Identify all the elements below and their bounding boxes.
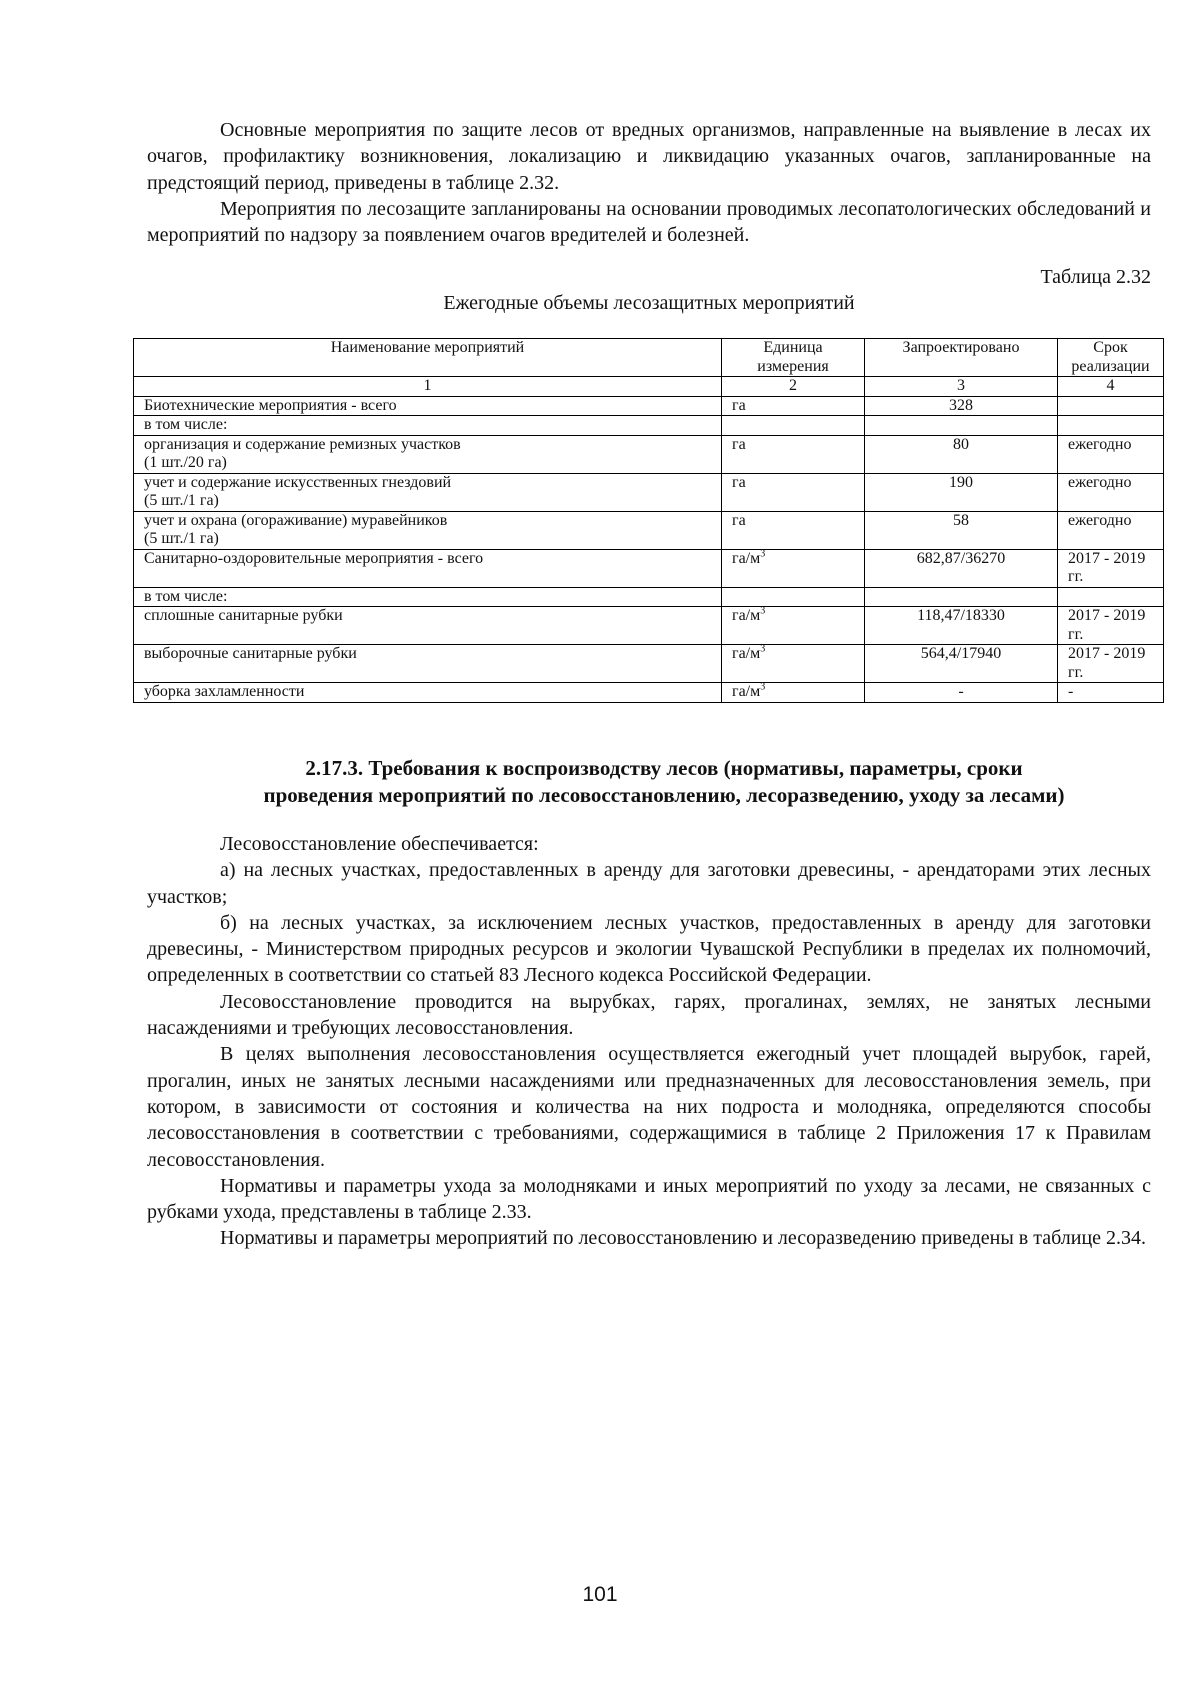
body-paragraph-3: б) на лесных участках, за исключением лесных участков, предоставленных в аренду для заготовки древесины, - Министерством природных ресурсов и экологии Чувашской Республики в пределах их полномочий, определенных в соответствии со статьей 83 Лесного кодекса Российской Федерации. [147, 911, 1151, 987]
table-row [134, 396, 1164, 416]
row-unit [722, 549, 865, 587]
row-term [1058, 587, 1164, 607]
row-unit [722, 645, 865, 683]
row-name: в том числе: [134, 416, 722, 436]
row-name-line-1: учет и содержание искусственных гнездовий [144, 473, 452, 491]
colnum-3: 3 [865, 377, 1058, 397]
table-row [134, 607, 1164, 645]
colnum-1: 1 [134, 377, 722, 397]
row-unit: га [722, 473, 865, 511]
table-row [134, 416, 1164, 436]
row-term: 2017 - 2019 гг. [1058, 607, 1164, 645]
intro-paragraph-2: Мероприятия по лесозащите запланированы на основании проводимых лесопатологических обследований и мероприятий по надзору за появлением очагов вредителей и болезней. [147, 197, 1151, 247]
row-term: ежегодно [1058, 473, 1164, 511]
row-value: 328 [865, 396, 1058, 416]
colnum-4: 4 [1058, 377, 1164, 397]
row-name: выборочные санитарные рубки [134, 645, 722, 683]
row-name [134, 511, 722, 549]
intro-paragraph-1: Основные мероприятия по защите лесов от вредных организмов, направленные на выявление в лесах их очагов, профилактику возникновения, локализацию и ликвидацию указанных очагов, запланированные на предстоящий период, приведены в таблице 2.32. [147, 119, 1151, 194]
row-name-line-2: (5 шт./1 га) [144, 492, 219, 510]
body-paragraph-4: Лесовосстановление проводится на вырубках, гарях, прогалинах, землях, не занятых лесными насаждениями и требующих лесовосстановления. [147, 990, 1151, 1040]
table-number: Таблица 2.32 [1040, 266, 1151, 289]
row-unit: га [722, 435, 865, 473]
row-name [134, 435, 722, 473]
row-name-line-1: учет и охрана (огораживание) муравейников [144, 511, 448, 529]
unit-superscript: 3 [760, 606, 766, 618]
row-name: уборка захламленности [134, 683, 722, 703]
section-heading-line-1: 2.17.3. Требования к воспроизводству лесов (нормативы, параметры, сроки [305, 755, 1023, 780]
row-unit [722, 416, 865, 436]
row-value: 80 [865, 435, 1058, 473]
row-value: 682,87/36270 [865, 549, 1058, 587]
row-name-line-2: (5 шт./1 га) [144, 530, 219, 548]
page-number: 101 [582, 1583, 618, 1606]
row-term [1058, 396, 1164, 416]
row-term: 2017 - 2019 гг. [1058, 645, 1164, 683]
page-content [144, 117, 1151, 1252]
row-value: 118,47/18330 [865, 607, 1058, 645]
header-term: Срок реализации [1058, 339, 1164, 377]
row-name: Санитарно-оздоровительные мероприятия - всего [134, 549, 722, 587]
row-unit: га [722, 511, 865, 549]
unit-text: га/м [732, 549, 761, 567]
table-caption: Ежегодные объемы лесозащитных мероприятий [443, 292, 855, 315]
table-row [134, 511, 1164, 549]
table-header-row [134, 339, 1164, 377]
table-colnum-row [134, 377, 1164, 397]
row-term: - [1058, 683, 1164, 703]
table-row [134, 549, 1164, 587]
row-value: 190 [865, 473, 1058, 511]
row-name: сплошные санитарные рубки [134, 607, 722, 645]
row-term: ежегодно [1058, 435, 1164, 473]
header-name: Наименование мероприятий [134, 339, 722, 377]
body-paragraph-5: В целях выполнения лесовосстановления осуществляется ежегодный учет площадей вырубок, гарей, прогалин, иных не занятых лесными насаждениями или предназначенных для лесовосстановления земель, при котором, в зависимости от состояния и количества на них подроста и молодняка, определяются способы лесовосстановления в соответствии с требованиями, содержащимися в таблице 2 Приложения 17 к Правилам лесовосстановления. [147, 1043, 1151, 1171]
row-value: 564,4/17940 [865, 645, 1058, 683]
body-paragraph-6: Нормативы и параметры ухода за молодняками и иных мероприятий по уходу за лесами, не связанных с рубками ухода, представлены в таблице 2.33. [147, 1174, 1151, 1224]
row-term: ежегодно [1058, 511, 1164, 549]
row-name-line-1: организация и содержание ремизных участков [144, 435, 461, 453]
measures-table [133, 338, 1164, 703]
row-name [134, 473, 722, 511]
row-unit [722, 607, 865, 645]
colnum-2: 2 [722, 377, 865, 397]
table-row [134, 683, 1164, 703]
unit-text: га/м [732, 683, 761, 701]
row-name: Биотехнические мероприятия - всего [134, 396, 722, 416]
unit-superscript: 3 [760, 682, 766, 694]
row-value [865, 416, 1058, 436]
unit-text: га/м [732, 645, 761, 663]
row-term [1058, 416, 1164, 436]
row-value: - [865, 683, 1058, 703]
unit-superscript: 3 [760, 548, 766, 560]
section-heading-line-2: проведения мероприятий по лесовосстановлению, лесоразведению, уходу за лесами) [263, 782, 1065, 807]
section-heading [147, 755, 1151, 809]
row-name: в том числе: [134, 587, 722, 607]
table-row [134, 587, 1164, 607]
table-row [134, 435, 1164, 473]
header-planned: Запроектировано [865, 339, 1058, 377]
unit-text: га/м [732, 607, 761, 625]
table-row [134, 473, 1164, 511]
row-unit: га [722, 396, 865, 416]
row-value: 58 [865, 511, 1058, 549]
row-name-line-2: (1 шт./20 га) [144, 454, 227, 472]
header-unit: Единица измерения [722, 339, 865, 377]
row-unit [722, 587, 865, 607]
body-paragraph-1: Лесовосстановление обеспечивается: [220, 832, 539, 855]
row-unit [722, 683, 865, 703]
body-paragraph-7: Нормативы и параметры мероприятий по лесовосстановлению и лесоразведению приведены в таблице 2.34. [220, 1227, 1147, 1250]
row-value [865, 587, 1058, 607]
body-paragraph-2: а) на лесных участках, предоставленных в аренду для заготовки древесины, - арендаторами этих лесных участков; [147, 859, 1151, 908]
table-row [134, 645, 1164, 683]
unit-superscript: 3 [760, 644, 766, 656]
row-term: 2017 - 2019 гг. [1058, 549, 1164, 587]
